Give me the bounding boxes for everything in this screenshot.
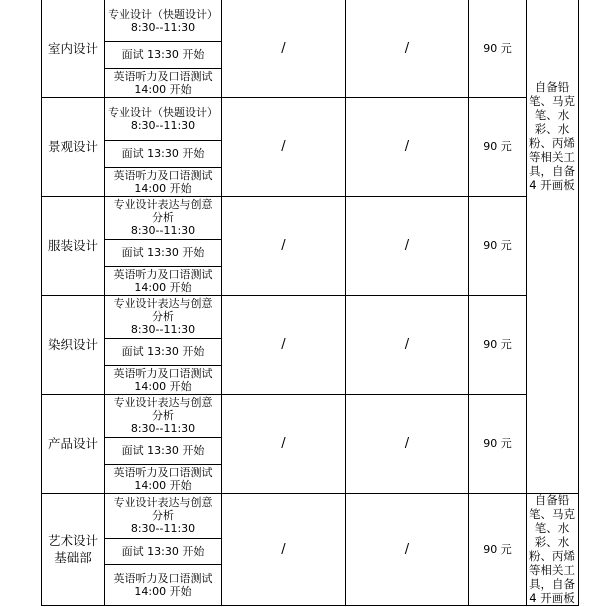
- column4-value: /: [404, 139, 410, 154]
- exam-english-time: 英语听力及口语测试 14:00 开始: [113, 168, 213, 195]
- exam-interview-time: 面试 13:30 开始: [121, 544, 205, 558]
- exam-interview-time: 面试 13:30 开始: [121, 444, 205, 457]
- fee-value: 90 元: [483, 437, 512, 450]
- table-border: [578, 0, 579, 605]
- materials-note: 自备铅笔、马克笔、水彩、水粉、丙烯等相关工具，自备 4 开画板: [529, 493, 575, 605]
- column3-value: /: [281, 337, 286, 352]
- exam-design-time: 专业设计表达与创意 分析 8:30--11:30: [113, 496, 213, 535]
- department-name: 染织设计: [47, 337, 98, 352]
- fee-value: 90 元: [483, 338, 512, 351]
- column4-value: /: [404, 436, 410, 451]
- materials-note: 自备铅笔、马克笔、水彩、水粉、丙烯等相关工具，自备 4 开画板: [529, 80, 575, 192]
- column4-value: /: [404, 238, 410, 253]
- exam-english-time: 英语听力及口语测试 14:00 开始: [113, 465, 213, 492]
- fee-value: 90 元: [483, 42, 512, 55]
- column4-value: /: [404, 41, 410, 56]
- exam-design-time: 专业设计表达与创意 分析 8:30--11:30: [113, 396, 213, 435]
- column3-value: /: [281, 41, 286, 56]
- column4-value: /: [404, 337, 410, 352]
- column3-value: /: [281, 238, 286, 253]
- column3-value: /: [281, 436, 286, 451]
- exam-english-time: 英语听力及口语测试 14:00 开始: [113, 366, 213, 393]
- exam-interview-time: 面试 13:30 开始: [121, 246, 205, 259]
- exam-design-time: 专业设计（快题设计） 8:30--11:30: [108, 7, 218, 34]
- exam-design-time: 专业设计表达与创意 分析 8:30--11:30: [113, 297, 213, 336]
- exam-interview-time: 面试 13:30 开始: [121, 147, 205, 160]
- table-border: [41, 605, 579, 606]
- table-border: [526, 0, 527, 605]
- exam-design-time: 专业设计表达与创意 分析 8:30--11:30: [113, 198, 213, 237]
- exam-interview-time: 面试 13:30 开始: [121, 48, 205, 61]
- exam-english-time: 英语听力及口语测试 14:00 开始: [113, 69, 213, 96]
- exam-design-time: 专业设计（快题设计） 8:30--11:30: [108, 105, 218, 132]
- department-name: 室内设计: [47, 41, 98, 56]
- department-name: 服装设计: [47, 238, 98, 253]
- fee-value: 90 元: [483, 542, 512, 556]
- department-name: 艺术设计 基础部: [47, 533, 98, 565]
- column4-value: /: [404, 541, 410, 557]
- department-name: 景观设计: [47, 139, 98, 154]
- fee-value: 90 元: [483, 140, 512, 153]
- column3-value: /: [281, 541, 286, 557]
- exam-english-time: 英语听力及口语测试 14:00 开始: [113, 571, 213, 598]
- exam-interview-time: 面试 13:30 开始: [121, 345, 205, 358]
- fee-value: 90 元: [483, 239, 512, 252]
- department-name: 产品设计: [47, 436, 98, 451]
- column3-value: /: [281, 139, 286, 154]
- exam-english-time: 英语听力及口语测试 14:00 开始: [113, 267, 213, 294]
